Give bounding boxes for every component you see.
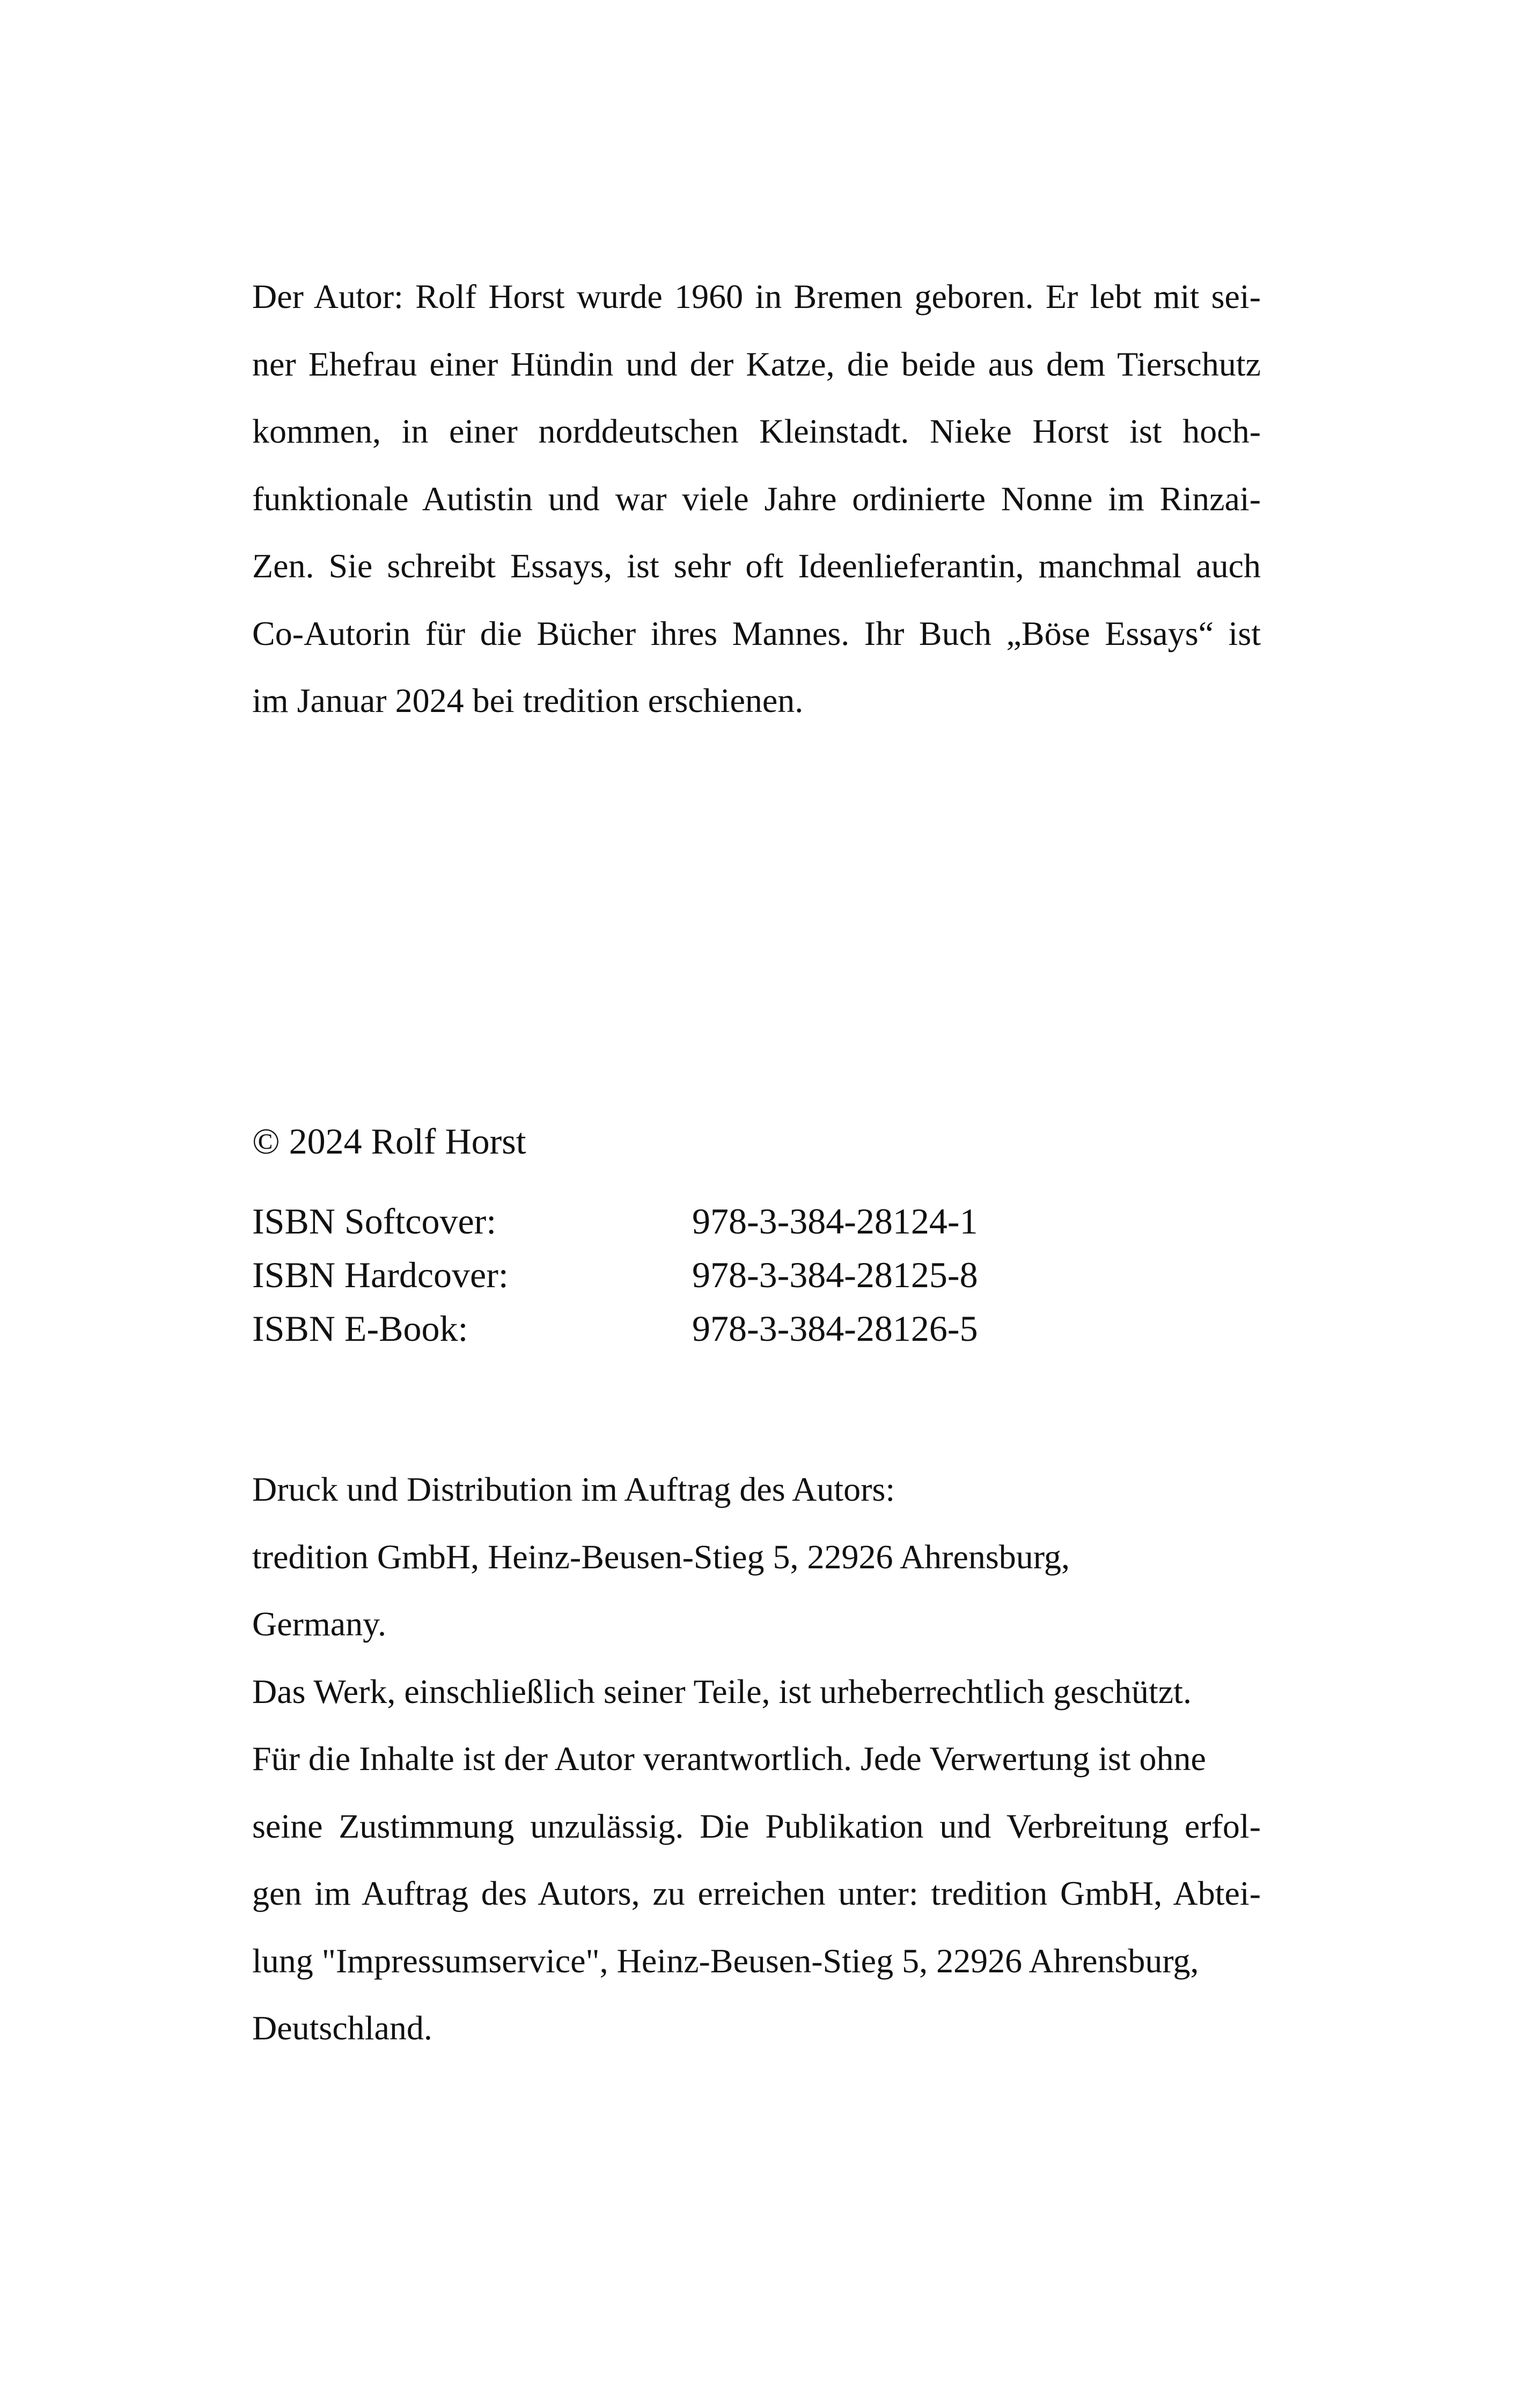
isbn-value: 978-3-384-28125-8	[692, 1254, 978, 1295]
bio-line: Der Autor: Rolf Horst wurde 1960 in Bremen geboren. Er lebt mit sei-	[252, 277, 1261, 315]
imprint-text	[252, 1456, 1261, 2062]
isbn-value: 978-3-384-28126-5	[692, 1308, 978, 1349]
isbn-row-ebook	[252, 1302, 978, 1355]
isbn-value: 978-3-384-28124-1	[692, 1201, 978, 1242]
imprint-line: gen im Auftrag des Autors, zu erreichen unter: tredition GmbH, Abtei-	[252, 1874, 1261, 1912]
imprint-line: Druck und Distribution im Auftrag des Autors:	[252, 1470, 895, 1508]
copyright-notice: © 2024 Rolf Horst	[252, 1121, 526, 1162]
isbn-label: ISBN E-Book:	[252, 1308, 468, 1349]
isbn-row-softcover	[252, 1194, 978, 1248]
imprint-line: seine Zustimmung unzulässig. Die Publikation und Verbreitung erfol-	[252, 1807, 1261, 1845]
imprint-line: Deutschland.	[252, 2009, 432, 2047]
imprint-line: Das Werk, einschließlich seiner Teile, ist urheberrechtlich geschützt.	[252, 1672, 1192, 1710]
bio-line: ner Ehefrau einer Hündin und der Katze, die beide aus dem Tierschutz	[252, 344, 1261, 383]
bio-line: Zen. Sie schreibt Essays, ist sehr oft Ideenlieferantin, manchmal auch	[252, 547, 1261, 585]
imprint-line: lung "Impressumservice", Heinz-Beusen-Stieg 5, 22926 Ahrensburg,	[252, 1941, 1199, 1980]
isbn-list	[252, 1194, 978, 1355]
bio-line: funktionale Autistin und war viele Jahre ordinierte Nonne im Rinzai-	[252, 479, 1261, 518]
author-bio	[252, 263, 1261, 735]
isbn-label: ISBN Hardcover:	[252, 1254, 509, 1295]
imprint-line: Für die Inhalte ist der Autor verantwortlich. Jede Verwertung ist ohne	[252, 1739, 1206, 1778]
bio-line: Co-Autorin für die Bücher ihres Mannes. Ihr Buch „Böse Essays“ ist	[252, 614, 1261, 652]
isbn-row-hardcover	[252, 1248, 978, 1302]
isbn-label: ISBN Softcover:	[252, 1201, 497, 1242]
imprint-line: Germany.	[252, 1605, 386, 1643]
bio-line: kommen, in einer norddeutschen Kleinstadt. Nieke Horst ist hoch-	[252, 412, 1261, 450]
bio-line: im Januar 2024 bei tredition erschienen.	[252, 681, 804, 720]
imprint-line: tredition GmbH, Heinz-Beusen-Stieg 5, 22926 Ahrensburg,	[252, 1537, 1070, 1576]
